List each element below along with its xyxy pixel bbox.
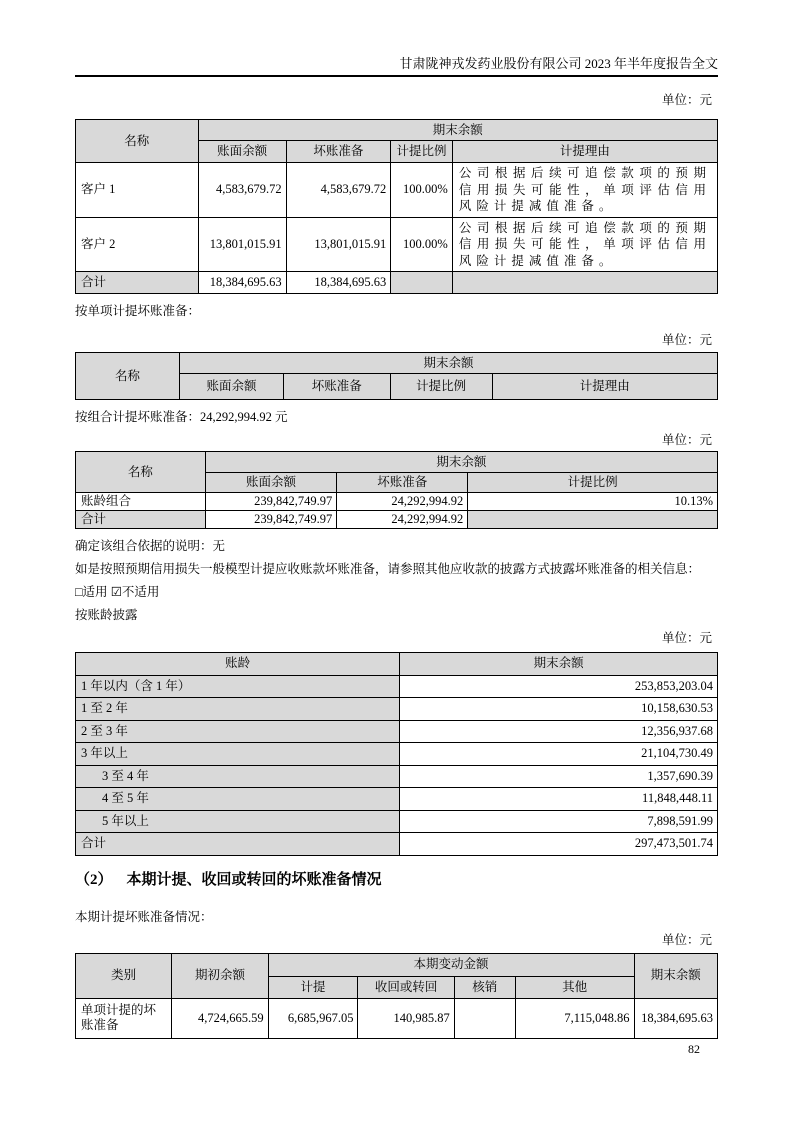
cell-aging: 4 至 5 年 — [76, 788, 400, 811]
table-row — [76, 810, 718, 833]
cell-book-balance: 4,583,679.72 — [198, 163, 286, 218]
col-header-ending-balance: 期末余额 — [634, 953, 717, 998]
col-header-accrual: 计提 — [268, 976, 358, 998]
cell-beginning-balance: 4,724,665.59 — [172, 998, 268, 1038]
col-header-book-balance: 账面余额 — [180, 374, 284, 400]
cell-empty — [468, 511, 718, 529]
cell-other: 7,115,048.86 — [515, 998, 634, 1038]
cell-empty — [391, 272, 453, 294]
cell-bad-debt: 4,583,679.72 — [286, 163, 391, 218]
cell-total-label: 合计 — [76, 833, 400, 856]
cell-total-bad: 18,384,695.63 — [286, 272, 391, 294]
col-header-aging: 账龄 — [76, 653, 400, 676]
cell-balance: 1,357,690.39 — [400, 765, 718, 788]
unit-label: 单位：元 — [661, 433, 712, 447]
table-row — [76, 788, 718, 811]
unit-label: 单位：元 — [661, 333, 712, 347]
cell-balance: 7,898,591.99 — [400, 810, 718, 833]
col-header-reason: 计提理由 — [492, 374, 717, 400]
col-header-bad-debt: 坏账准备 — [286, 141, 391, 163]
col-header-name: 名称 — [76, 120, 199, 163]
note-group-basis: 确定该组合依据的说明：无 — [75, 539, 226, 553]
table-current-period-change — [75, 953, 718, 1039]
cell-customer-name: 客户 2 — [76, 217, 199, 272]
cell-aging: 1 年以内（含 1 年） — [76, 675, 400, 698]
cell-aging: 2 至 3 年 — [76, 720, 400, 743]
section-heading — [75, 871, 718, 889]
cell-total-bad: 24,292,994.92 — [337, 511, 468, 529]
cell-total-label: 合计 — [76, 272, 199, 294]
col-header-book-balance: 账面余额 — [198, 141, 286, 163]
table-row — [76, 720, 718, 743]
note-by-group: 按组合计提坏账准备：24,292,994.92 元 — [75, 410, 288, 424]
table-row — [76, 217, 718, 272]
cell-total-book: 239,842,749.97 — [205, 511, 337, 529]
checkbox-not-applicable: ☑不适用 — [110, 585, 160, 599]
cell-book-balance: 239,842,749.97 — [205, 493, 337, 511]
col-header-other: 其他 — [515, 976, 634, 998]
cell-aging: 1 至 2 年 — [76, 698, 400, 721]
cell-reason: 公司根据后续可追偿款项的预期信用损失可能性，单项评估信用风险计提减值准备。 — [452, 217, 717, 272]
document-header-title: 甘肃陇神戎发药业股份有限公司 2023 年半年度报告全文 — [75, 53, 718, 77]
cell-balance: 10,158,630.53 — [400, 698, 718, 721]
col-header-name: 名称 — [76, 353, 180, 400]
checkbox-applicable: □适用 — [75, 585, 108, 599]
cell-balance: 21,104,730.49 — [400, 743, 718, 766]
col-header-reason: 计提理由 — [452, 141, 717, 163]
table-individual-provision — [75, 119, 718, 294]
cell-category: 单项计提的坏账准备 — [76, 998, 172, 1038]
cell-writeoff — [454, 998, 515, 1038]
cell-recover: 140,985.87 — [358, 998, 454, 1038]
section-heading-number: （2） — [75, 871, 113, 888]
col-header-writeoff: 核销 — [454, 976, 515, 998]
cell-aging: 5 年以上 — [76, 810, 400, 833]
table-row — [76, 698, 718, 721]
col-header-ratio: 计提比例 — [391, 141, 453, 163]
cell-ratio: 100.00% — [391, 163, 453, 218]
table-row — [76, 675, 718, 698]
table-aging-disclosure — [75, 652, 718, 856]
table-group-provision — [75, 451, 718, 529]
cell-book-balance: 13,801,015.91 — [198, 217, 286, 272]
col-header-ratio: 计提比例 — [390, 374, 492, 400]
cell-empty — [452, 272, 717, 294]
col-header-recover: 收回或转回 — [358, 976, 454, 998]
col-header-beginning-balance: 期初余额 — [172, 953, 268, 998]
cell-reason: 公司根据后续可追偿款项的预期信用损失可能性，单项评估信用风险计提减值准备。 — [452, 163, 717, 218]
page-content — [75, 0, 718, 1039]
table-row — [76, 163, 718, 218]
cell-ratio: 100.00% — [391, 217, 453, 272]
table-row — [76, 998, 718, 1038]
table-individual-provision-empty — [75, 352, 718, 400]
cell-total-balance: 297,473,501.74 — [400, 833, 718, 856]
checkbox-line — [75, 584, 718, 600]
table-total-row — [76, 511, 718, 529]
cell-bad-debt: 24,292,994.92 — [337, 493, 468, 511]
cell-bad-debt: 13,801,015.91 — [286, 217, 391, 272]
table-total-row — [76, 272, 718, 294]
col-header-period-balance: 期末余额 — [180, 353, 718, 374]
table-row — [76, 493, 718, 511]
note-current-provision: 本期计提坏账准备情况： — [75, 909, 213, 924]
cell-aging: 3 年以上 — [76, 743, 400, 766]
page-number: 82 — [688, 1042, 700, 1056]
section-heading-text: 本期计提、收回或转回的坏账准备情况 — [126, 871, 382, 888]
col-header-current-change: 本期变动金额 — [268, 953, 634, 976]
table-row — [76, 743, 718, 766]
col-header-category: 类别 — [76, 953, 172, 998]
col-header-bad-debt: 坏账准备 — [284, 374, 391, 400]
unit-label: 单位：元 — [661, 93, 712, 107]
col-header-bad-debt: 坏账准备 — [337, 473, 468, 493]
note-by-item: 按单项计提坏账准备： — [75, 304, 201, 318]
col-header-period-balance: 期末余额 — [205, 452, 717, 473]
unit-label: 单位：元 — [661, 631, 712, 645]
col-header-ratio: 计提比例 — [468, 473, 718, 493]
cell-aging: 3 至 4 年 — [76, 765, 400, 788]
cell-total-label: 合计 — [76, 511, 206, 529]
col-header-period-balance: 期末余额 — [198, 120, 717, 141]
cell-balance: 12,356,937.68 — [400, 720, 718, 743]
col-header-book-balance: 账面余额 — [205, 473, 337, 493]
cell-customer-name: 客户 1 — [76, 163, 199, 218]
cell-group-name: 账龄组合 — [76, 493, 206, 511]
unit-label: 单位：元 — [661, 932, 712, 947]
cell-accrual: 6,685,967.05 — [268, 998, 358, 1038]
cell-balance: 11,848,448.11 — [400, 788, 718, 811]
cell-ratio: 10.13% — [468, 493, 718, 511]
table-row — [76, 765, 718, 788]
cell-balance: 253,853,203.04 — [400, 675, 718, 698]
col-header-period-balance: 期末余额 — [400, 653, 718, 676]
note-by-aging: 按账龄披露 — [75, 608, 138, 622]
cell-ending-balance: 18,384,695.63 — [634, 998, 717, 1038]
cell-total-book: 18,384,695.63 — [198, 272, 286, 294]
col-header-name: 名称 — [76, 452, 206, 493]
table-total-row — [76, 833, 718, 856]
note-model: 如是按照预期信用损失一般模型计提应收账款坏账准备，请参照其他应收款的披露方式披露坏账准备的相关信息： — [75, 562, 701, 576]
